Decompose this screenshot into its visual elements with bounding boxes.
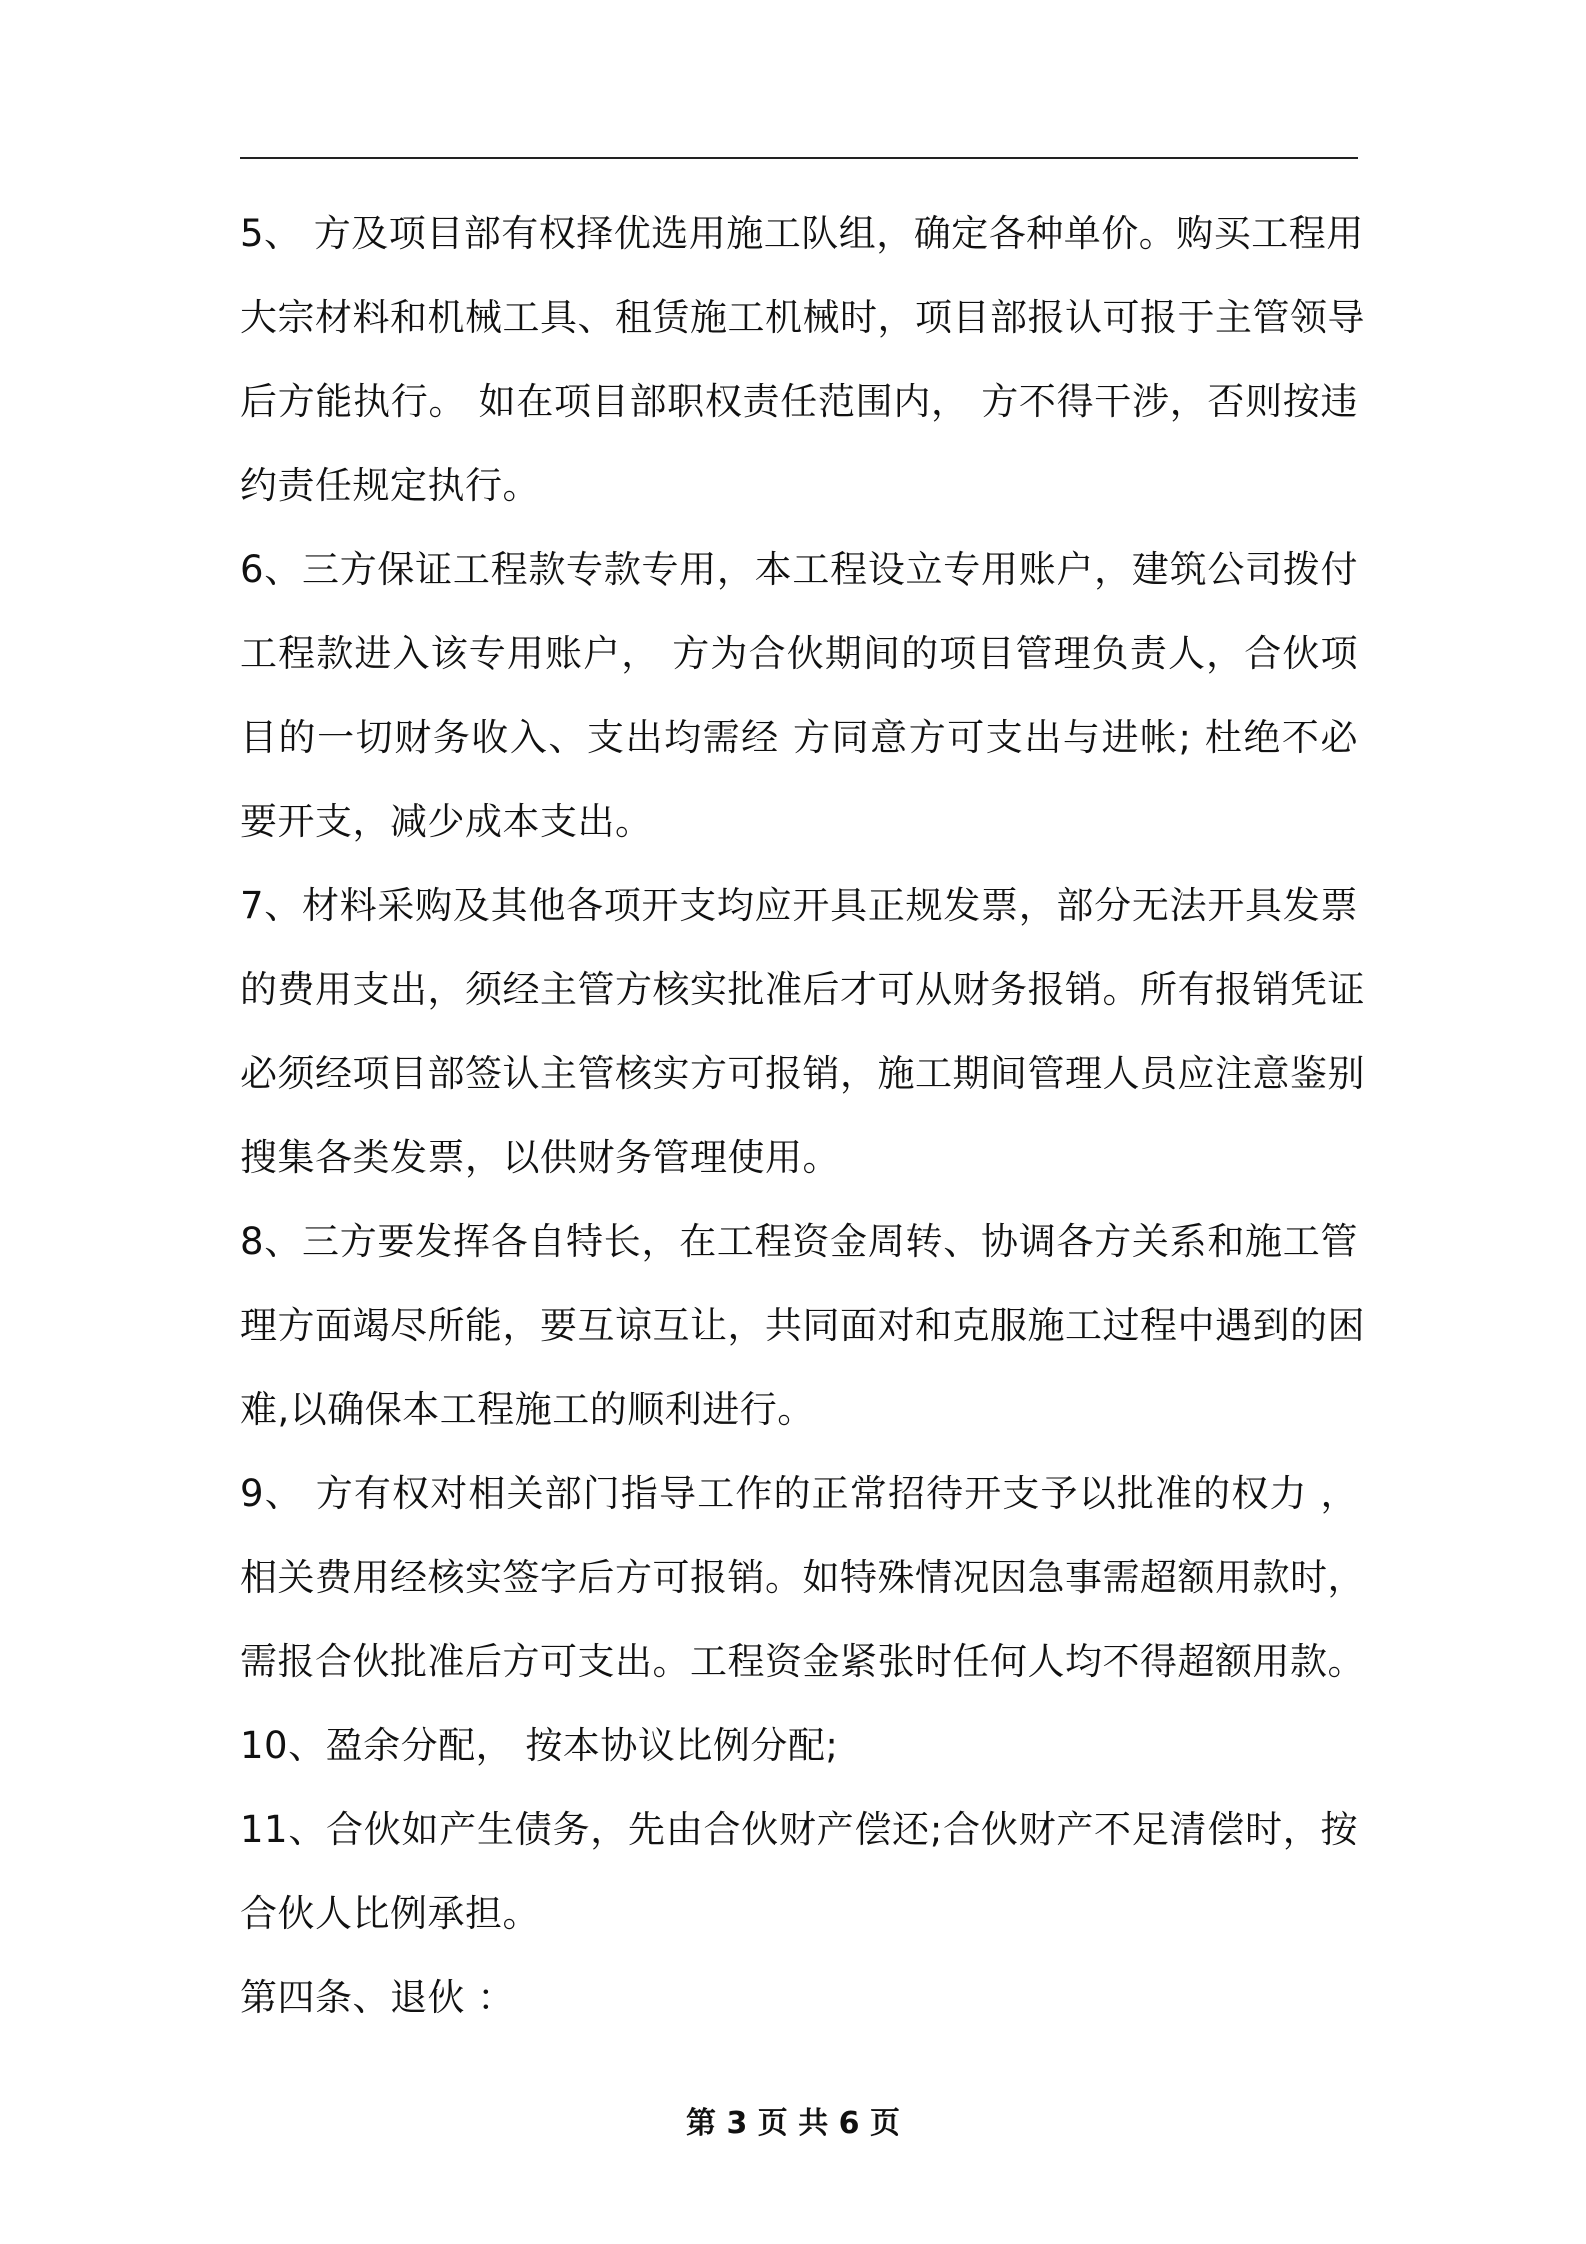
clause-11: [240, 1788, 1358, 1956]
text-line: 11、合伙如产生债务，先由合伙财产偿还;合伙财产不足清偿时，按: [240, 1808, 1358, 1851]
text-line: 7、材料采购及其他各项开支均应开具正规发票，部分无法开具发票: [240, 884, 1358, 927]
text-line: 5、 方及项目部有权择优选用施工队组，确定各种单价。购买工程用: [240, 212, 1364, 255]
text-line: 目的一切财务收入、支出均需经 方同意方可支出与进帐; 杜绝不必: [240, 716, 1358, 759]
text-line: 6、三方保证工程款专款专用，本工程设立专用账户，建筑公司拨付: [240, 548, 1358, 591]
clause-7: [240, 864, 1365, 1200]
page-number: 第 3 页 共 6 页: [686, 2106, 900, 2141]
text-line: 相关费用经核实签字后方可报销。如特殊情况因急事需超额用款时，: [240, 1556, 1365, 1599]
text-line: 需报合伙批准后方可支出。工程资金紧张时任何人均不得超额用款。: [240, 1640, 1365, 1683]
header-divider: [240, 157, 1358, 159]
clause-8: [240, 1200, 1365, 1452]
document-body: [240, 192, 1365, 2040]
text-line: 约责任规定执行。: [240, 464, 540, 507]
clause-5: [240, 192, 1365, 528]
text-line: 10、盈余分配， 按本协议比例分配;: [240, 1724, 839, 1767]
article-4-heading: [240, 1956, 1358, 2040]
text-line: 要开支，减少成本支出。: [240, 800, 653, 843]
text-line: 工程款进入该专用账户， 方为合伙期间的项目管理负责人，合伙项: [240, 632, 1358, 675]
text-line: 必须经项目部签认主管核实方可报销，施工期间管理人员应注意鉴别: [240, 1052, 1365, 1095]
text-line: 9、 方有权对相关部门指导工作的正常招待开支予以批准的权力 ，: [240, 1472, 1358, 1515]
text-line: 搜集各类发票，以供财务管理使用。: [240, 1136, 840, 1179]
clause-10: [240, 1704, 1358, 1788]
text-line: 的费用支出，须经主管方核实批准后才可从财务报销。所有报销凭证: [240, 968, 1365, 1011]
text-line: 合伙人比例承担。: [240, 1892, 540, 1935]
text-line: 后方能执行。 如在项目部职权责任范围内， 方不得干涉，否则按违: [240, 380, 1358, 423]
clause-6: [240, 528, 1358, 864]
text-line: 大宗材料和机械工具、租赁施工机械时，项目部报认可报于主管领导: [240, 296, 1365, 339]
section-heading: 第四条、退伙 ：: [240, 1976, 515, 2019]
text-line: 难,以确保本工程施工的顺利进行。: [240, 1388, 815, 1431]
clause-9: [240, 1452, 1365, 1704]
text-line: 理方面竭尽所能，要互谅互让，共同面对和克服施工过程中遇到的困: [240, 1304, 1365, 1347]
text-line: 8、三方要发挥各自特长，在工程资金周转、协调各方关系和施工管: [240, 1220, 1358, 1263]
